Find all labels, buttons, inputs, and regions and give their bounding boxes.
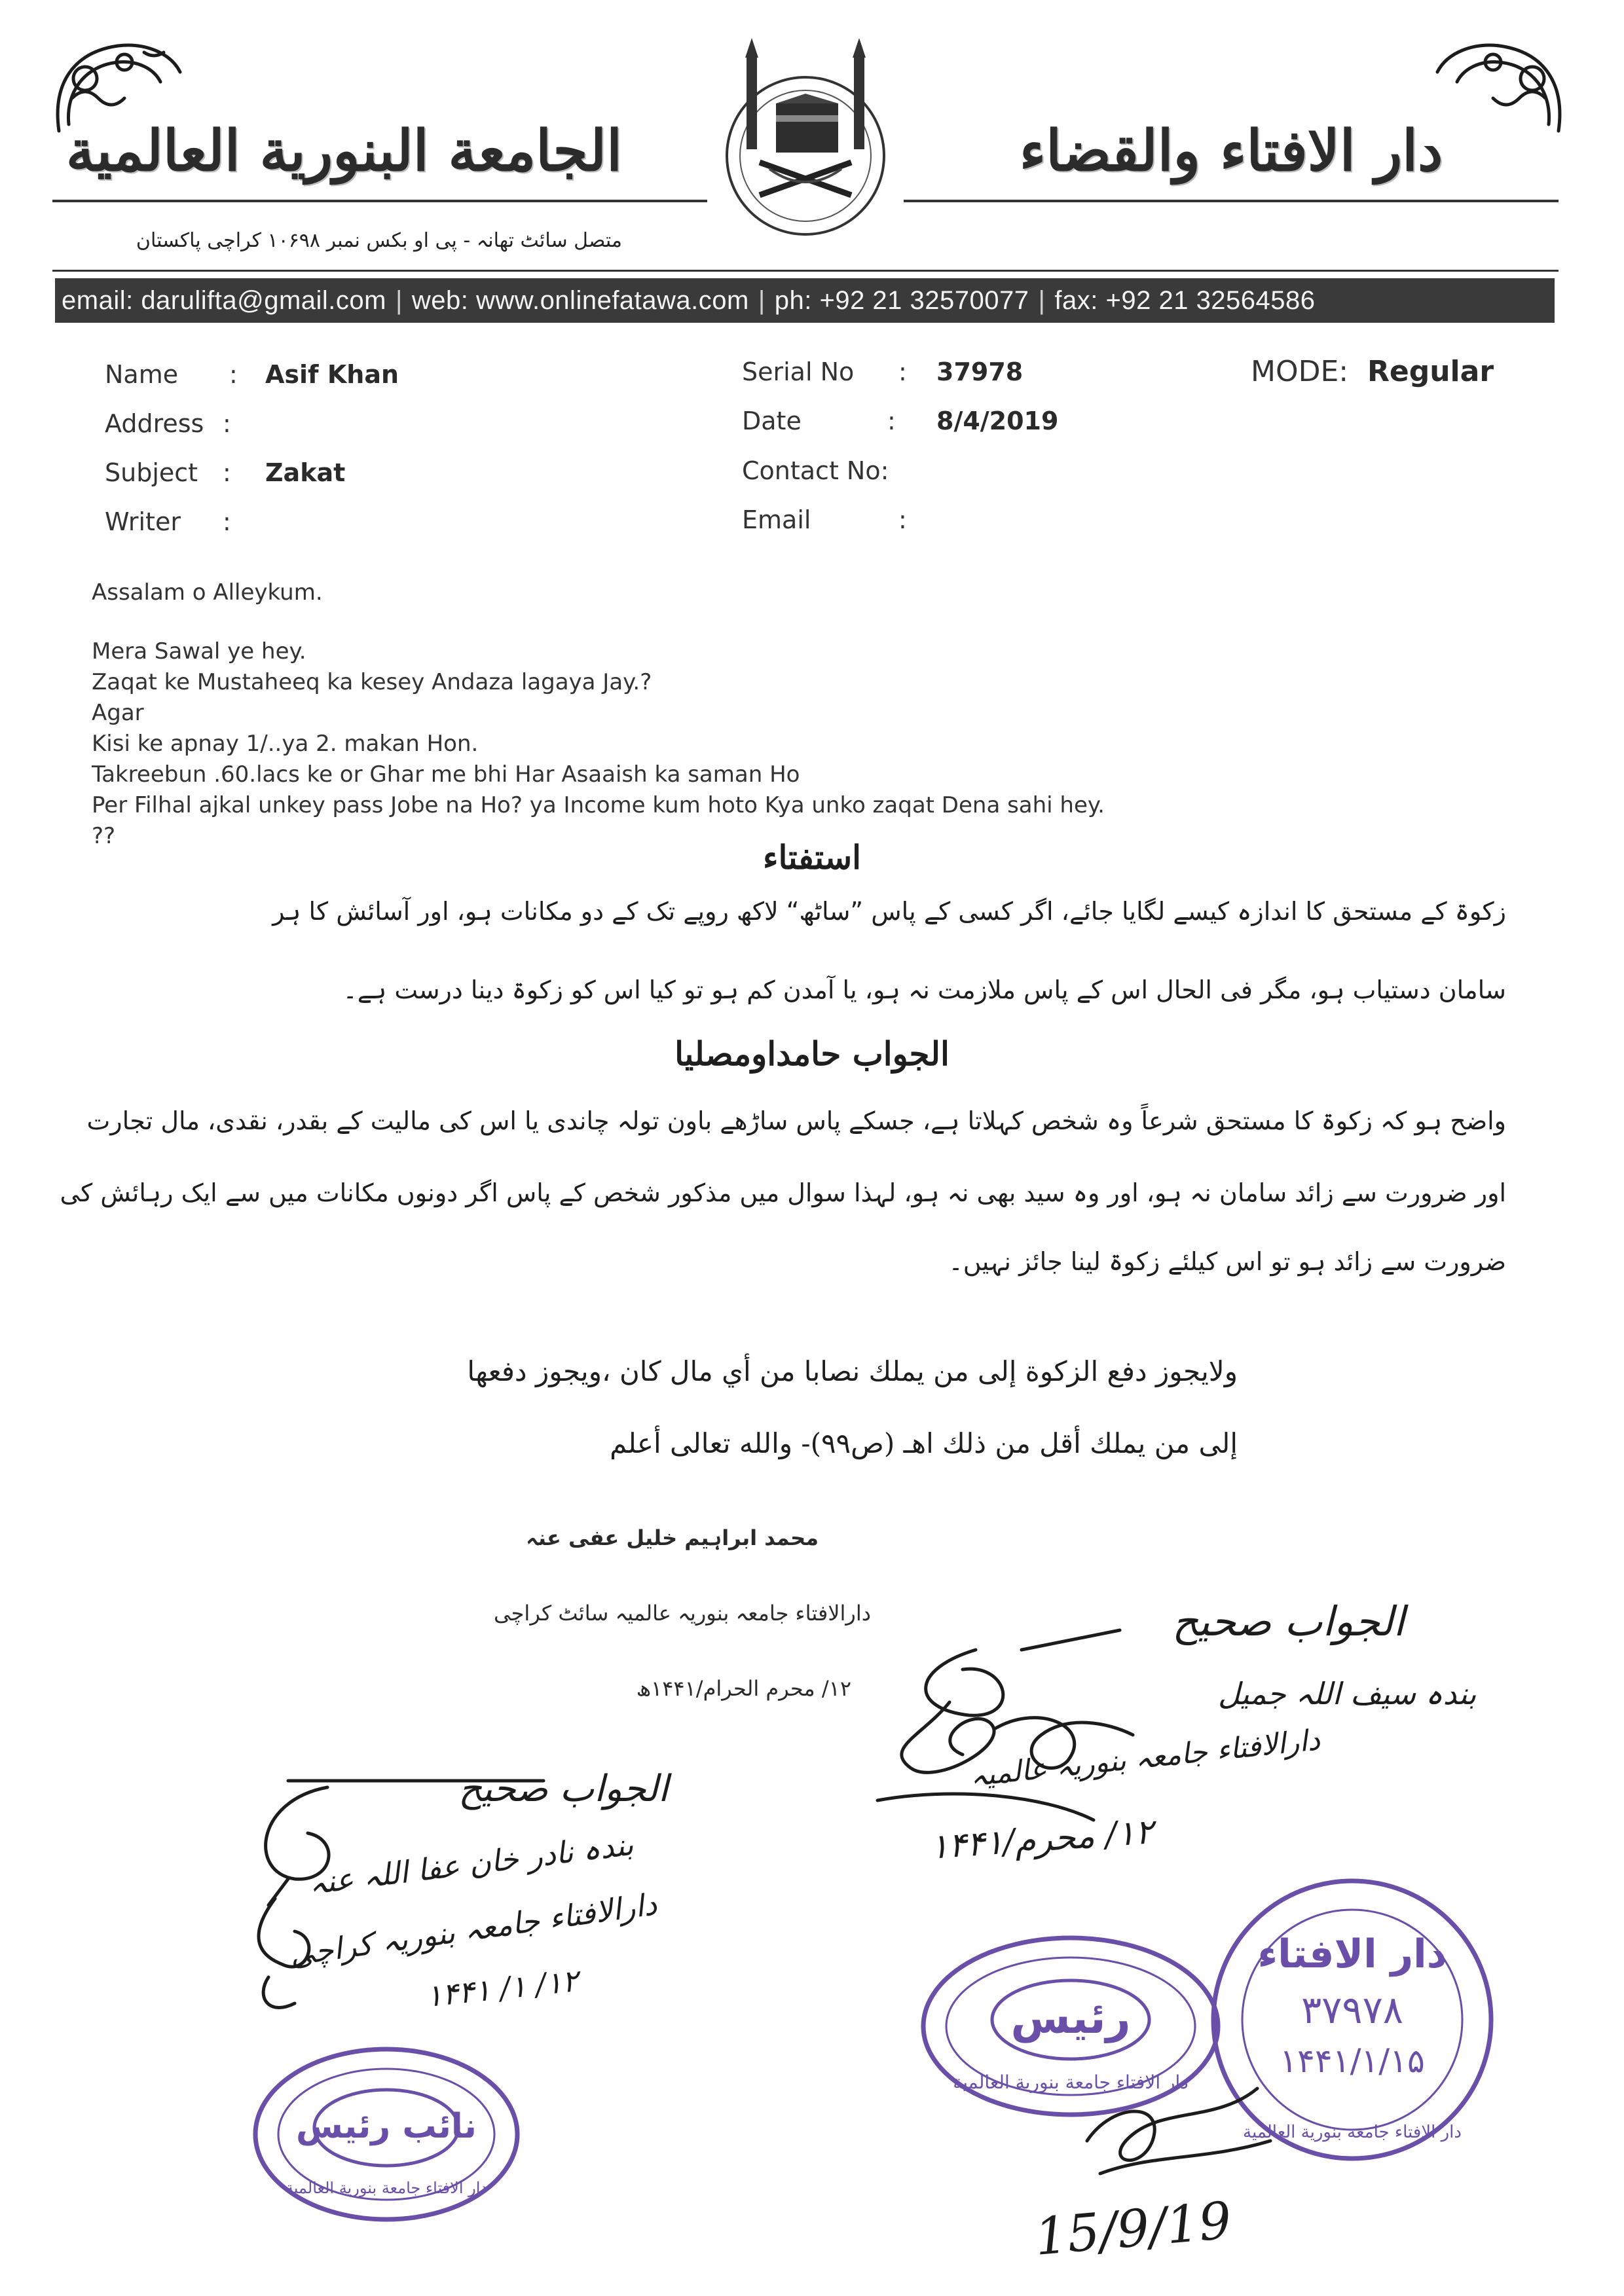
question-line: ??: [92, 823, 116, 849]
email-label: Email: [742, 505, 811, 534]
question-line: Mera Sawal ye hey.: [92, 638, 306, 665]
name-label: Name: [105, 360, 179, 389]
question-line: Agar: [92, 700, 144, 726]
question-line: Per Filhal ajkal unkey pass Jobe na Ho? ya Income kum hoto Kya unko zaqat Dena sahi hey.: [92, 792, 1105, 818]
arabic-quote-line: ولایجوز دفع الزکوة إلی من یملك نصابا من أي مال كان ،ويجوز دفعها: [467, 1355, 1238, 1387]
address-label: Address: [105, 409, 204, 438]
endorsement-left-institution: دارالافتاء جامعہ بنوریہ کراچی: [287, 1886, 659, 1973]
endorsement-left-date: ۱۲/ ۱/ ۱۴۴۱: [424, 1962, 580, 2014]
signature-bottom: [1061, 2062, 1283, 2193]
answer-line: ضرورت سے زائد ہو تو اس کیلئے زکوۃ لینا جائز نہیں۔: [948, 1247, 1506, 1276]
handwritten-date: 15/9/19: [1032, 2191, 1234, 2267]
endorsement-left-heading: الجواب صحیح: [458, 1768, 669, 1810]
arabic-quote-line: إلی من يملك أقل من ذلك اهـ (ص٩٩)- والله تعالى أعلم: [610, 1427, 1238, 1459]
answer-line: اور ضرورت سے زائد سامان نہ ہو، اور وہ سید بھی نہ ہو، لہذا سوال میں مذکور شخص کے پاس اگر دونوں مکانات میں سے ایک رہائش کی: [60, 1178, 1506, 1207]
subject-value: Zakat: [265, 458, 346, 487]
stamp-ring-text: دار الافتاء جامعة بنورية العالمية: [1243, 2123, 1462, 2142]
serial-colon: :: [898, 357, 907, 386]
istifta-line: سامان دستیاب ہو، مگر فی الحال اس کے پاس ملازمت نہ ہو، یا آمدن کم ہو تو کیا اس کو زکوۃ دینا درست ہے۔: [342, 975, 1506, 1004]
signatory-date: ۱۲/ محرم الحرام/۱۴۴۱ھ: [636, 1676, 851, 1701]
signature-right: [871, 1624, 1211, 1846]
letterhead-address: متصل سائٹ تھانہ - پی او بکس نمبر ۱۰۶۹۸ کراچی پاکستان: [136, 229, 622, 252]
serial-value: 37978: [936, 357, 1024, 386]
istifta-line: زکوۃ کے مستحق کا اندازہ کیسے لگایا جائے، اگر کسی کے پاس ”ساٹھ“ لاکھ روپے تک کے دو مکانات ہو، اور آسائش کا ہر: [272, 897, 1506, 926]
address-colon: :: [223, 409, 231, 438]
date-value: 8/4/2019: [936, 407, 1059, 435]
question-greeting: Assalam o Alleykum.: [92, 579, 323, 606]
subject-colon: :: [223, 458, 231, 487]
endorsement-right-name: بندہ سیف اللہ جمیل: [1218, 1676, 1477, 1711]
stamp-rais-ring-text: دار الافتاء جامعة بنورية العالمية: [953, 2071, 1189, 2093]
contact-web[interactable]: web: www.onlinefatawa.com: [411, 285, 749, 315]
contact-separator: |: [1038, 285, 1046, 315]
stamp-date: ۱۴۴۱/۱/۱۵: [1280, 2042, 1425, 2080]
endorsement-right-date: ۱۲/ محرم/۱۴۴۱: [929, 1812, 1155, 1867]
stamp-darulifta-label: دار الافتاء: [1257, 1931, 1447, 1977]
contact-phone: ph: +92 21 32570077: [774, 285, 1029, 315]
contact-email[interactable]: email: darulifta@gmail.com: [62, 285, 386, 315]
department-title: دار الافتاء والقضاء: [1019, 118, 1443, 184]
contact-separator: |: [758, 285, 766, 315]
endorsement-right-heading: الجواب صحیح: [1172, 1597, 1405, 1645]
answer-line: واضح ہو کہ زکوۃ کا مستحق شرعاً وہ شخص کہلاتا ہے، جسکے پاس ساڑھے باون تولہ چاندی یا اس کی مالیت کے بقدر، نقدی، مال تجارت: [86, 1106, 1506, 1135]
contact-fax: fax: +92 21 32564586: [1054, 285, 1316, 315]
date-label: Date: [742, 407, 802, 435]
signatory-institution: دارالافتاء جامعہ بنوریہ عالمیہ سائٹ کراچی: [493, 1601, 871, 1626]
date-colon: :: [887, 407, 896, 435]
endorsement-right-institution: دارالافتاء جامعہ بنوریہ عالمیہ: [968, 1723, 1322, 1793]
mode-label: MODE:: [1251, 355, 1349, 388]
stamp-serial: ۳۷۹۷۸: [1301, 1988, 1403, 2032]
stamp-naib-rais: [249, 2043, 524, 2226]
contact-separator: |: [396, 285, 403, 315]
letterhead-rule-bottom: [52, 270, 1559, 272]
signature-left: [229, 1768, 570, 2030]
endorsement-left-name: بندہ نادر خان عفا اللہ عنہ: [306, 1826, 636, 1902]
signatory-name: محمد ابراہیم خلیل عفی عنہ: [526, 1525, 819, 1550]
letterhead-rule-right: [904, 200, 1559, 202]
stamp-rais-label: رئیس: [1010, 1993, 1131, 2043]
writer-colon: :: [223, 507, 231, 536]
stamp-naib-rais-ring-text: دار الافتاء جامعة بنورية العالمية: [285, 2179, 488, 2197]
contact-bar: [55, 278, 1555, 323]
question-line: Kisi ke apnay 1/..ya 2. makan Hon.: [92, 731, 479, 757]
email-colon: :: [898, 505, 907, 534]
letterhead-rule-left: [52, 200, 707, 202]
stamp-naib-rais-label: نائب رئیس: [296, 2107, 477, 2146]
subject-label: Subject: [105, 458, 198, 487]
istifta-heading: استفتاء: [763, 838, 861, 877]
mode-value: Regular: [1367, 355, 1494, 388]
name-value: Asif Khan: [265, 360, 399, 389]
serial-label: Serial No: [742, 357, 855, 386]
question-line: Takreebun .60.lacs ke or Ghar me bhi Har Asaaish ka saman Ho: [92, 761, 800, 788]
institution-title: الجامعة البنورية العالمية: [65, 118, 622, 184]
name-colon: :: [229, 360, 238, 389]
writer-label: Writer: [105, 507, 181, 536]
question-line: Zaqat ke Mustaheeq ka kesey Andaza lagaya Jay.?: [92, 669, 652, 695]
answer-heading: الجواب حامداومصليا: [674, 1034, 950, 1073]
contact-no-label: Contact No:: [742, 456, 889, 485]
kaaba-emblem-icon: [707, 31, 904, 247]
